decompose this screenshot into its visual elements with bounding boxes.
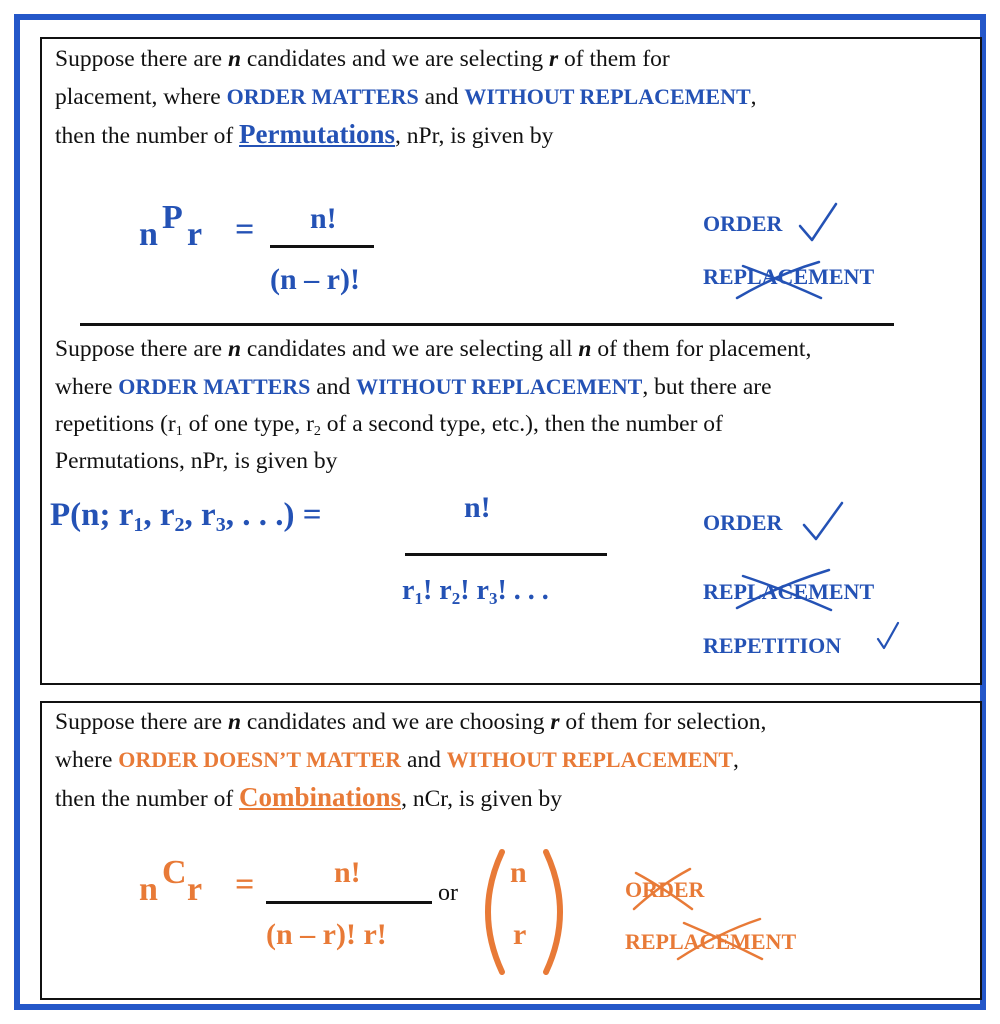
formula-n: n [139, 871, 158, 908]
combination-description [55, 704, 980, 818]
variable-n: n [227, 336, 242, 362]
text: candidates and we are selecting all [241, 336, 579, 362]
tag-replacement: REPLACEMENT [625, 929, 797, 954]
text: then the number of [55, 123, 240, 149]
text: , r [184, 497, 216, 533]
outer-frame [14, 14, 986, 1010]
text: of a second type, etc.), then the number of [320, 411, 723, 437]
formula-numerator: n! [464, 491, 491, 524]
text: Suppose there are [55, 46, 228, 72]
text: , but there are [642, 374, 772, 400]
text: and [418, 84, 465, 110]
combinations-box [40, 701, 982, 1000]
text: , [750, 84, 757, 110]
tag-replacement: REPLACEMENT [703, 579, 875, 604]
tag-replacement: REPLACEMENT [703, 264, 875, 289]
formula-numerator: n! [334, 856, 361, 889]
or-label: or [438, 880, 458, 906]
text: then the number of [55, 786, 240, 812]
subscript: 2 [174, 514, 185, 536]
keyword-order-doesnt-matter: ORDER DOESN’T MATTER [118, 747, 402, 772]
text: , nPr, is given by [395, 123, 554, 149]
text: ! r [422, 575, 452, 606]
text: r [402, 575, 415, 606]
keyword-order-matters: ORDER MATTERS [226, 84, 419, 109]
formula-denominator: (n – r)! r! [266, 918, 387, 951]
checkmark-icon [876, 621, 900, 651]
text: where [55, 374, 119, 400]
checkmark-icon [802, 501, 844, 543]
checkmark-icon [798, 202, 838, 244]
variable-r: r [550, 709, 560, 735]
text: ! . . . [497, 575, 549, 606]
keyword-without-replacement: WITHOUT REPLACEMENT [356, 374, 643, 399]
text: of them for placement, [591, 336, 812, 362]
text: , . . .) = [225, 497, 322, 533]
variable-n: n [578, 336, 592, 362]
formula-numerator: n! [310, 202, 337, 235]
cross-out-icon [674, 917, 764, 961]
text: P(n; r [50, 497, 134, 533]
fraction-bar [405, 553, 607, 556]
keyword-order-matters: ORDER MATTERS [118, 374, 311, 399]
subscript: 2 [313, 424, 321, 439]
permutations-heading: Permutations [239, 119, 396, 149]
text: candidates and we are selecting [241, 46, 549, 72]
text: of them for [558, 46, 670, 72]
fraction-bar [270, 245, 374, 248]
text: placement, where [55, 84, 227, 110]
binomial-bottom: r [513, 918, 527, 951]
text: where [55, 747, 119, 773]
cross-out-icon [733, 568, 833, 612]
permutation-description [55, 41, 980, 155]
formula-equals: = [235, 866, 255, 903]
repetition-formula-denominator [402, 575, 549, 607]
repetition-permutation-description [55, 331, 980, 480]
formula-r: r [187, 871, 203, 908]
text: of them for selection, [559, 709, 767, 735]
text: of one type, r [182, 411, 314, 437]
text: Suppose there are [55, 336, 228, 362]
subscript: 1 [414, 589, 423, 608]
variable-n: n [227, 46, 242, 72]
formula-C: C [162, 854, 187, 891]
text: Suppose there are [55, 709, 228, 735]
subscript: 3 [215, 514, 226, 536]
tag-order: ORDER [703, 211, 783, 236]
combinations-heading: Combinations [239, 782, 402, 812]
binomial-top: n [510, 856, 527, 889]
text: and [401, 747, 447, 773]
formula-denominator: (n – r)! [270, 263, 360, 296]
subscript: 3 [488, 589, 498, 608]
text: repetitions (r [55, 411, 176, 437]
formula-r: r [187, 216, 203, 253]
section-divider [80, 323, 894, 326]
text: and [310, 374, 357, 400]
text: , nCr, is given by [401, 786, 563, 812]
keyword-without-replacement: WITHOUT REPLACEMENT [446, 747, 734, 772]
fraction-bar [266, 901, 432, 904]
variable-n: n [227, 709, 242, 735]
text: Permutations, nPr, is given by [55, 448, 338, 474]
repetition-formula-lhs [50, 497, 322, 534]
formula-equals: = [235, 211, 255, 248]
subscript: 1 [133, 514, 144, 536]
text: , r [143, 497, 175, 533]
formula-n: n [139, 216, 158, 253]
keyword-without-replacement: WITHOUT REPLACEMENT [464, 84, 751, 109]
text: , [733, 747, 739, 773]
text: ! r [460, 575, 489, 606]
subscript: 1 [175, 424, 183, 439]
cross-out-icon [630, 867, 694, 911]
subscript: 2 [451, 589, 461, 608]
formula-P: P [162, 199, 183, 236]
permutations-box [40, 37, 982, 685]
tag-order: ORDER [703, 510, 783, 535]
cross-out-icon [733, 260, 823, 300]
tag-repetition: REPETITION [703, 633, 842, 658]
variable-r: r [548, 46, 559, 72]
tag-order: ORDER [625, 877, 705, 902]
text: candidates and we are choosing [241, 709, 551, 735]
